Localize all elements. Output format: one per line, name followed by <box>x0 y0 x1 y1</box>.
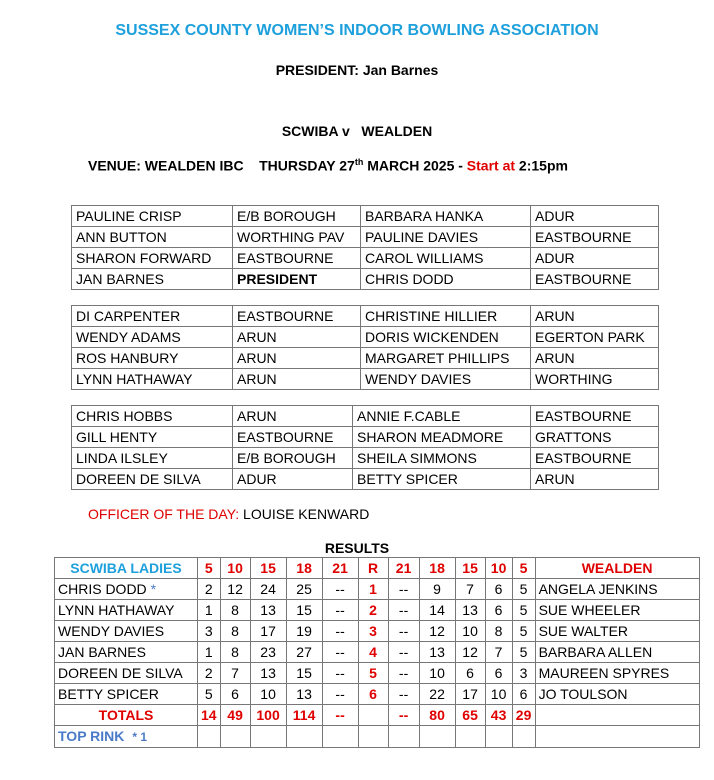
player-row <box>72 227 659 248</box>
player-club: ARUN <box>233 369 361 390</box>
wealden-player: BARBARA ALLEN <box>535 642 699 663</box>
score: -- <box>322 579 358 600</box>
association-title: SUSSEX COUNTY WOMEN’S INDOOR BOWLING ASSOCIATION <box>115 22 599 39</box>
player-club: ARUN <box>531 306 659 327</box>
player-club: EASTBOURNE <box>531 227 659 248</box>
player-name: WENDY ADAMS <box>72 327 233 348</box>
score: 17 <box>250 621 286 642</box>
score: 22 <box>419 684 455 705</box>
player-club: ARUN <box>531 348 659 369</box>
player-row <box>72 248 659 269</box>
player-name: DOREEN DE SILVA <box>72 469 233 490</box>
player-name: CHRIS HOBBS <box>72 406 233 427</box>
player-name: LYNN HATHAWAY <box>72 369 233 390</box>
scwiba-player-name: WENDY DAVIES <box>58 623 165 639</box>
score: 5 <box>512 621 535 642</box>
scwiba-player-name: JAN BARNES <box>58 644 146 660</box>
player-name: PAULINE DAVIES <box>361 227 531 248</box>
player-row <box>72 469 659 490</box>
player-club: ARUN <box>233 406 353 427</box>
venue-date-suffix: th <box>354 157 364 167</box>
player-name: DORIS WICKENDEN <box>361 327 531 348</box>
blank-cell <box>250 726 286 748</box>
totals-label: TOTALS <box>55 705 198 726</box>
total: 49 <box>220 705 250 726</box>
player-club: EASTBOURNE <box>233 248 361 269</box>
end-header: 15 <box>455 558 485 579</box>
total: 43 <box>485 705 512 726</box>
scwiba-player-name: CHRIS DODD <box>58 581 147 597</box>
end-header: 18 <box>286 558 322 579</box>
blank-cell <box>388 726 419 748</box>
score: 2 <box>198 579 221 600</box>
total: 65 <box>455 705 485 726</box>
player-name: BETTY SPICER <box>353 469 531 490</box>
score: 13 <box>250 600 286 621</box>
score: 10 <box>419 663 455 684</box>
venue-text: VENUE: WEALDEN IBC THURSDAY 27 <box>88 157 355 174</box>
player-club: EASTBOURNE <box>233 427 353 448</box>
scwiba-player <box>55 600 198 621</box>
score: 1 <box>198 600 221 621</box>
score: 5 <box>512 600 535 621</box>
score: 13 <box>455 600 485 621</box>
player-name: JAN BARNES <box>72 269 233 290</box>
totals-blank <box>535 705 699 726</box>
player-row <box>72 448 659 469</box>
results-row <box>55 621 700 642</box>
score: -- <box>388 642 419 663</box>
score: 15 <box>286 663 322 684</box>
rink-table-3 <box>71 405 659 490</box>
right-team-header: WEALDEN <box>535 558 699 579</box>
player-name: DI CARPENTER <box>72 306 233 327</box>
player-row <box>72 327 659 348</box>
player-club: ADUR <box>233 469 353 490</box>
score: 6 <box>512 684 535 705</box>
score: 10 <box>250 684 286 705</box>
rink-number: 2 <box>358 600 388 621</box>
results-header-row <box>55 558 700 579</box>
score: 3 <box>512 663 535 684</box>
top-rink-label: TOP RINK <box>58 728 125 744</box>
total: -- <box>322 705 358 726</box>
blank-cell <box>455 726 485 748</box>
score: 7 <box>455 579 485 600</box>
score: -- <box>388 579 419 600</box>
scwiba-player <box>55 621 198 642</box>
player-name: LINDA ILSLEY <box>72 448 233 469</box>
player-club: ARUN <box>233 327 361 348</box>
end-header: 15 <box>250 558 286 579</box>
player-name: SHEILA SIMMONS <box>353 448 531 469</box>
player-row <box>72 427 659 448</box>
president-label: PRESIDENT: <box>275 62 359 78</box>
blank-cell <box>535 726 699 748</box>
total: -- <box>388 705 419 726</box>
score: 10 <box>455 621 485 642</box>
score: 6 <box>455 663 485 684</box>
score: 5 <box>512 579 535 600</box>
score: 12 <box>455 642 485 663</box>
top-rink-star: * <box>150 581 157 597</box>
end-header: 10 <box>220 558 250 579</box>
player-club: PRESIDENT <box>233 269 361 290</box>
blank-cell <box>358 726 388 748</box>
player-club: ADUR <box>531 248 659 269</box>
blank-cell <box>512 726 535 748</box>
player-club: EASTBOURNE <box>531 406 659 427</box>
top-rink <box>55 726 198 748</box>
player-name: CHRISTINE HILLIER <box>361 306 531 327</box>
score: 25 <box>286 579 322 600</box>
player-row <box>72 369 659 390</box>
player-club: GRATTONS <box>531 427 659 448</box>
score: -- <box>322 642 358 663</box>
start-label: Start at <box>466 157 519 174</box>
start-time: 2:15pm <box>518 157 568 174</box>
officer-label: OFFICER OF THE DAY: <box>88 506 240 522</box>
score: 1 <box>198 642 221 663</box>
scwiba-player <box>55 684 198 705</box>
score: 8 <box>485 621 512 642</box>
score: 13 <box>419 642 455 663</box>
results-row <box>55 663 700 684</box>
player-club: E/B BOROUGH <box>233 448 353 469</box>
score: 2 <box>198 663 221 684</box>
score: 9 <box>419 579 455 600</box>
rink-number: 3 <box>358 621 388 642</box>
results-row <box>55 579 700 600</box>
scwiba-player-name: LYNN HATHAWAY <box>58 602 175 618</box>
score: 5 <box>512 642 535 663</box>
player-club: EASTBOURNE <box>531 448 659 469</box>
score: 17 <box>455 684 485 705</box>
total-rink <box>358 705 388 726</box>
player-club: ADUR <box>531 206 659 227</box>
results-title: RESULTS <box>324 540 390 556</box>
score: 13 <box>286 684 322 705</box>
rink-table-2 <box>71 305 659 390</box>
score: -- <box>388 621 419 642</box>
president-name: Jan Barnes <box>362 62 439 78</box>
scwiba-player-name: BETTY SPICER <box>58 686 159 702</box>
player-row <box>72 306 659 327</box>
blank-cell <box>198 726 221 748</box>
score: 12 <box>419 621 455 642</box>
blank-cell <box>322 726 358 748</box>
score: -- <box>322 684 358 705</box>
top-rink-value: * 1 <box>132 730 148 744</box>
player-club: E/B BOROUGH <box>233 206 361 227</box>
score: 3 <box>198 621 221 642</box>
player-club: EGERTON PARK <box>531 327 659 348</box>
total: 80 <box>419 705 455 726</box>
rink-number: 6 <box>358 684 388 705</box>
score: 27 <box>286 642 322 663</box>
score: 6 <box>485 600 512 621</box>
score: 14 <box>419 600 455 621</box>
blank-cell <box>419 726 455 748</box>
blank-cell <box>485 726 512 748</box>
results-row <box>55 642 700 663</box>
score: 10 <box>485 684 512 705</box>
total: 29 <box>512 705 535 726</box>
officer-name: LOUISE KENWARD <box>239 506 370 522</box>
end-header: 5 <box>198 558 221 579</box>
scwiba-player <box>55 579 198 600</box>
player-name: SHARON FORWARD <box>72 248 233 269</box>
wealden-player: ANGELA JENKINS <box>535 579 699 600</box>
end-header: 21 <box>322 558 358 579</box>
player-name: BARBARA HANKA <box>361 206 531 227</box>
score: 8 <box>220 621 250 642</box>
rink-number: 4 <box>358 642 388 663</box>
score: 19 <box>286 621 322 642</box>
score: -- <box>322 621 358 642</box>
score: 24 <box>250 579 286 600</box>
player-club: ARUN <box>233 348 361 369</box>
player-club: WORTHING <box>531 369 659 390</box>
blank-cell <box>286 726 322 748</box>
left-team-header: SCWIBA LADIES <box>55 558 198 579</box>
president-line <box>0 62 714 78</box>
wealden-player: SUE WALTER <box>535 621 699 642</box>
score: 12 <box>220 579 250 600</box>
player-name: GILL HENTY <box>72 427 233 448</box>
player-row <box>72 406 659 427</box>
score: -- <box>388 684 419 705</box>
results-table <box>54 557 700 748</box>
wealden-player: SUE WHEELER <box>535 600 699 621</box>
score: 6 <box>485 663 512 684</box>
total: 100 <box>250 705 286 726</box>
top-rink-row <box>55 726 700 748</box>
score: -- <box>322 600 358 621</box>
venue-date-end: MARCH 2025 - <box>363 157 467 174</box>
scwiba-player <box>55 663 198 684</box>
player-name: ANN BUTTON <box>72 227 233 248</box>
score: 13 <box>250 663 286 684</box>
score: 6 <box>485 579 512 600</box>
player-name: ROS HANBURY <box>72 348 233 369</box>
player-club: EASTBOURNE <box>233 306 361 327</box>
rink-header: R <box>358 558 388 579</box>
score: 8 <box>220 642 250 663</box>
player-club: ARUN <box>531 469 659 490</box>
player-name: WENDY DAVIES <box>361 369 531 390</box>
player-name: PAULINE CRISP <box>72 206 233 227</box>
end-header: 5 <box>512 558 535 579</box>
rink-table-1 <box>71 205 659 290</box>
venue-line <box>88 157 568 174</box>
totals-row <box>55 705 700 726</box>
player-club: EASTBOURNE <box>531 269 659 290</box>
match-title: SCWIBA v WEALDEN <box>281 123 433 139</box>
player-row <box>72 348 659 369</box>
score: 7 <box>485 642 512 663</box>
player-row <box>72 206 659 227</box>
end-header: 18 <box>419 558 455 579</box>
player-name: MARGARET PHILLIPS <box>361 348 531 369</box>
score: 15 <box>286 600 322 621</box>
rink-number: 5 <box>358 663 388 684</box>
wealden-player: MAUREEN SPYRES <box>535 663 699 684</box>
scwiba-player-name: DOREEN DE SILVA <box>58 665 183 681</box>
end-header: 21 <box>388 558 419 579</box>
score: -- <box>322 663 358 684</box>
player-name: SHARON MEADMORE <box>353 427 531 448</box>
rink-number: 1 <box>358 579 388 600</box>
end-header: 10 <box>485 558 512 579</box>
score: 7 <box>220 663 250 684</box>
wealden-player: JO TOULSON <box>535 684 699 705</box>
total: 14 <box>198 705 221 726</box>
score: 6 <box>220 684 250 705</box>
score: 5 <box>198 684 221 705</box>
blank-cell <box>220 726 250 748</box>
results-row <box>55 600 700 621</box>
score: 8 <box>220 600 250 621</box>
score: -- <box>388 600 419 621</box>
player-club: WORTHING PAV <box>233 227 361 248</box>
score: 23 <box>250 642 286 663</box>
officer-of-the-day <box>88 506 369 522</box>
player-row <box>72 269 659 290</box>
player-name: CAROL WILLIAMS <box>361 248 531 269</box>
total: 114 <box>286 705 322 726</box>
scwiba-player <box>55 642 198 663</box>
results-row <box>55 684 700 705</box>
player-name: ANNIE F.CABLE <box>353 406 531 427</box>
score: -- <box>388 663 419 684</box>
player-name: CHRIS DODD <box>361 269 531 290</box>
